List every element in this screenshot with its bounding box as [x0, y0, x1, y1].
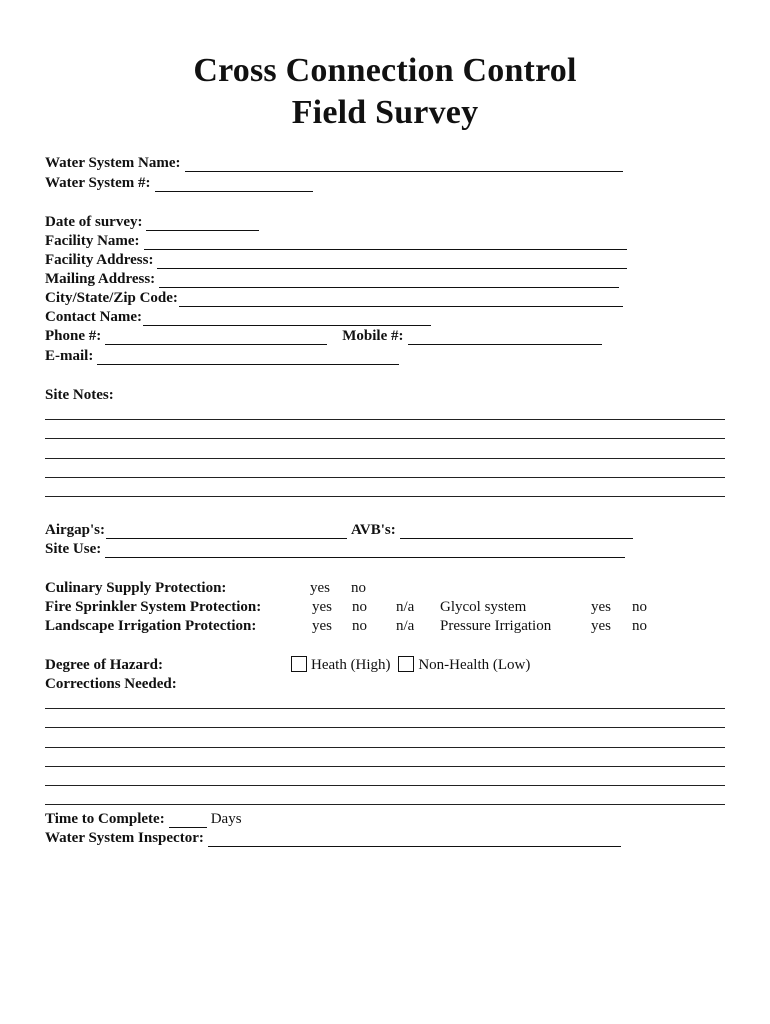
- site-notes-line[interactable]: [45, 458, 725, 459]
- pressure-no-option[interactable]: no: [632, 618, 647, 634]
- facility-name-label: Facility Name:: [45, 233, 140, 249]
- contact-name-row: [45, 308, 431, 326]
- site-notes-line[interactable]: [45, 477, 725, 478]
- site-notes-row: [45, 386, 114, 404]
- fire-sprinkler-na-option[interactable]: n/a: [396, 599, 415, 615]
- water-system-number-field[interactable]: [155, 177, 313, 192]
- facility-address-label: Facility Address:: [45, 252, 154, 268]
- mailing-address-label: Mailing Address:: [45, 271, 156, 287]
- time-to-complete-label: Time to Complete:: [45, 811, 165, 827]
- facility-address-field[interactable]: [157, 254, 627, 269]
- date-of-survey-field[interactable]: [146, 216, 259, 231]
- pressure-yes-option[interactable]: yes: [591, 618, 611, 634]
- airgaps-label: Airgap's:: [45, 522, 105, 538]
- phone-label: Phone #:: [45, 328, 102, 344]
- glycol-no-option[interactable]: no: [632, 599, 647, 615]
- contact-name-field[interactable]: [143, 311, 431, 326]
- avbs-field[interactable]: [400, 524, 633, 539]
- culinary-yes-option[interactable]: yes: [310, 580, 330, 596]
- form-title-line-2: Field Survey: [291, 94, 479, 131]
- fire-sprinkler-no-option[interactable]: no: [352, 599, 367, 615]
- days-unit: Days: [210, 811, 242, 827]
- corrections-needed-label: Corrections Needed:: [45, 676, 177, 692]
- glycol-system-label: Glycol system: [440, 599, 527, 615]
- water-system-number-label: Water System #:: [45, 175, 151, 191]
- corrections-line[interactable]: [45, 766, 725, 767]
- form-title-line-1: Cross Connection Control: [193, 52, 577, 89]
- corrections-line[interactable]: [45, 804, 725, 805]
- mobile-field[interactable]: [408, 330, 602, 345]
- site-notes-label: Site Notes:: [45, 387, 114, 403]
- corrections-line[interactable]: [45, 785, 725, 786]
- water-system-name-label: Water System Name:: [45, 155, 181, 171]
- non-health-low-checkbox[interactable]: [398, 656, 414, 672]
- email-row: [45, 347, 399, 365]
- time-to-complete-row: [45, 810, 242, 828]
- site-use-field[interactable]: [105, 543, 625, 558]
- health-high-checkbox[interactable]: [291, 656, 307, 672]
- health-high-label: Heath (High): [311, 657, 391, 673]
- time-to-complete-field[interactable]: [169, 813, 207, 828]
- facility-address-row: [45, 251, 627, 269]
- mailing-address-field[interactable]: [159, 273, 619, 288]
- contact-name-label: Contact Name:: [45, 309, 143, 325]
- fire-sprinkler-protection-label: Fire Sprinkler System Protection:: [45, 599, 262, 615]
- water-system-name-field[interactable]: [185, 157, 623, 172]
- corrections-line[interactable]: [45, 727, 725, 728]
- site-notes-line[interactable]: [45, 496, 725, 497]
- culinary-protection-label: Culinary Supply Protection:: [45, 580, 227, 596]
- phone-field[interactable]: [105, 330, 327, 345]
- site-notes-line[interactable]: [45, 438, 725, 439]
- avbs-label: AVB's:: [351, 522, 396, 538]
- inspector-row: [45, 829, 621, 847]
- pressure-irrigation-label: Pressure Irrigation: [440, 618, 552, 634]
- date-of-survey-label: Date of survey:: [45, 214, 143, 230]
- landscape-no-option[interactable]: no: [352, 618, 367, 634]
- mobile-label: Mobile #:: [342, 328, 404, 344]
- date-of-survey-row: [45, 213, 259, 231]
- fire-sprinkler-yes-option[interactable]: yes: [312, 599, 332, 615]
- landscape-irrigation-protection-label: Landscape Irrigation Protection:: [45, 618, 257, 634]
- water-system-number-row: [45, 174, 313, 192]
- landscape-na-option[interactable]: n/a: [396, 618, 415, 634]
- facility-name-field[interactable]: [144, 235, 627, 250]
- water-system-name-row: [45, 154, 623, 172]
- non-health-low-label: Non-Health (Low): [418, 657, 531, 673]
- site-use-row: [45, 540, 625, 558]
- city-state-zip-label: City/State/Zip Code:: [45, 290, 178, 306]
- landscape-yes-option[interactable]: yes: [312, 618, 332, 634]
- hazard-options: [291, 656, 530, 674]
- mailing-address-row: [45, 270, 619, 288]
- degree-of-hazard-label: Degree of Hazard:: [45, 657, 164, 673]
- site-notes-line[interactable]: [45, 419, 725, 420]
- email-field[interactable]: [97, 350, 399, 365]
- corrections-line[interactable]: [45, 708, 725, 709]
- airgaps-avbs-row: [45, 521, 633, 539]
- phone-row: [45, 327, 602, 345]
- inspector-label: Water System Inspector:: [45, 830, 204, 846]
- city-state-zip-row: [45, 289, 623, 307]
- email-label: E-mail:: [45, 348, 94, 364]
- airgaps-field[interactable]: [106, 524, 347, 539]
- corrections-line[interactable]: [45, 747, 725, 748]
- facility-name-row: [45, 232, 627, 250]
- inspector-field[interactable]: [208, 832, 621, 847]
- site-use-label: Site Use:: [45, 541, 102, 557]
- glycol-yes-option[interactable]: yes: [591, 599, 611, 615]
- culinary-no-option[interactable]: no: [351, 580, 366, 596]
- city-state-zip-field[interactable]: [179, 292, 623, 307]
